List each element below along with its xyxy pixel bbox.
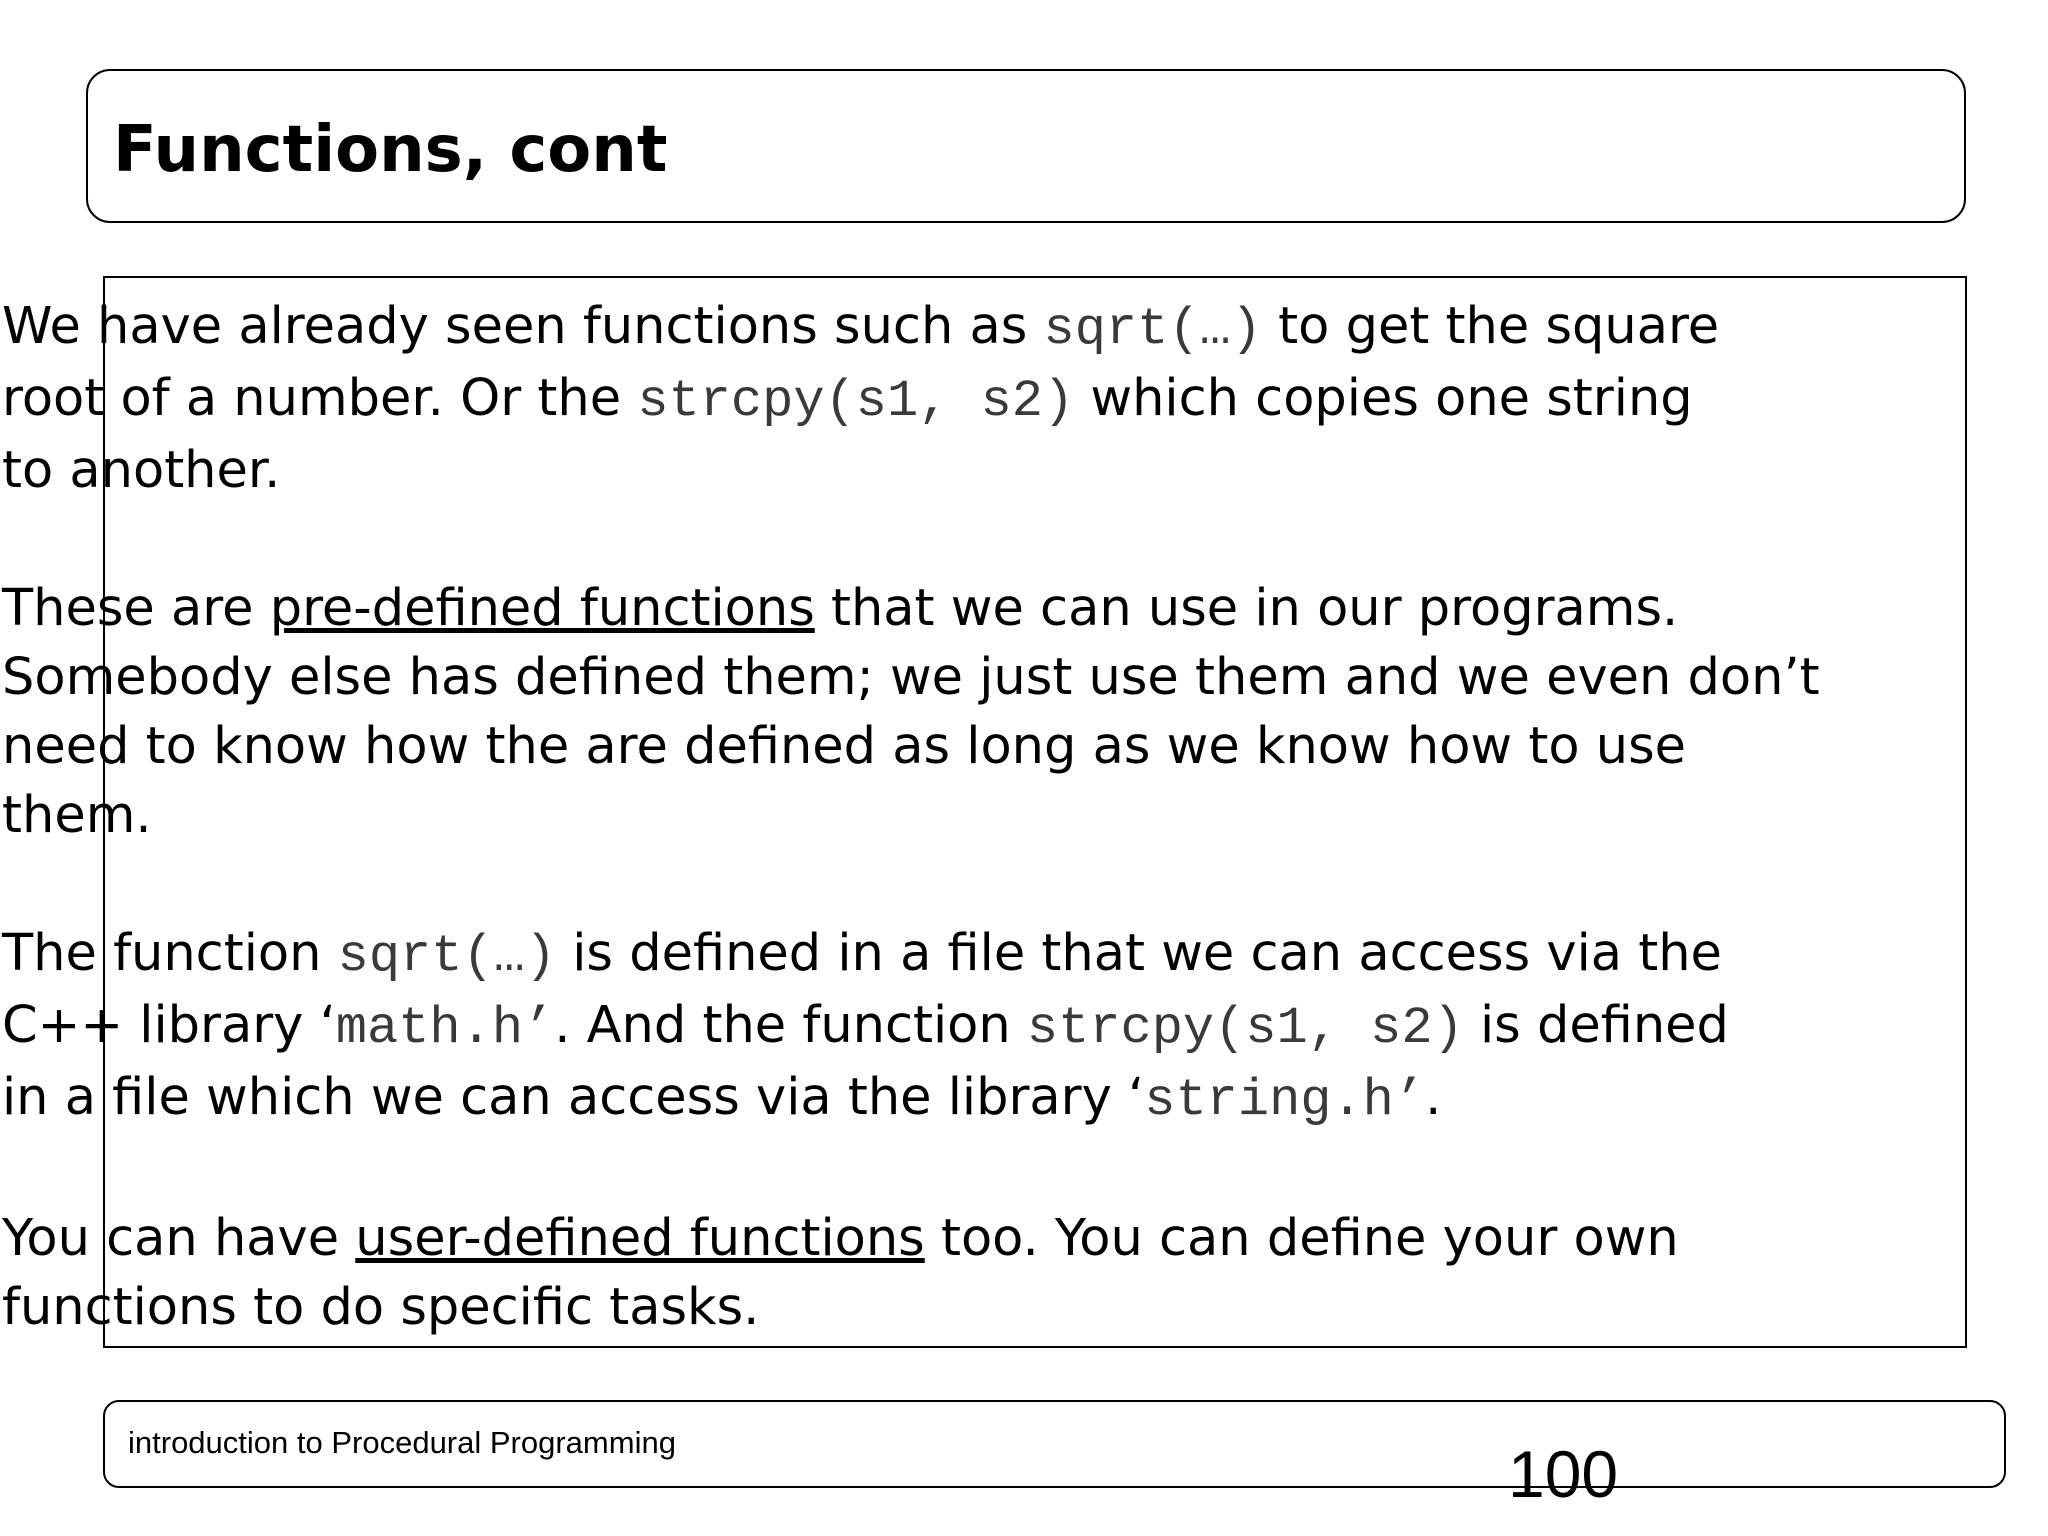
text-run: We have already seen functions such as xyxy=(2,297,1044,356)
text-run: need to know how the are defined as long as we know how to use xyxy=(2,717,1687,776)
text-run: to get the square xyxy=(1261,297,1720,356)
code-sqrt: sqrt(…) xyxy=(1043,300,1262,359)
text-line xyxy=(2,712,2002,781)
text-run: functions to do specific tasks. xyxy=(2,1278,760,1337)
text-line xyxy=(2,1063,2002,1135)
text-line xyxy=(2,1273,2002,1342)
slide-title: Functions, cont xyxy=(113,113,668,187)
term-user-defined-functions: user-defined functions xyxy=(355,1209,925,1268)
text-line xyxy=(2,292,2002,364)
code-string-h: string.h’ xyxy=(1144,1071,1426,1130)
text-run: is defined xyxy=(1463,996,1729,1055)
code-math-h: math.h’ xyxy=(335,999,555,1058)
text-line xyxy=(2,1204,2002,1273)
slide-body xyxy=(2,292,2002,1411)
term-pre-defined-functions: pre-defined functions xyxy=(269,579,815,638)
text-run: to another. xyxy=(2,441,281,500)
text-run: which copies one string xyxy=(1074,369,1693,428)
text-run: These are xyxy=(2,579,270,638)
text-line xyxy=(2,436,2002,505)
text-run: . And the function xyxy=(554,996,1027,1055)
text-run: in a file which we can access via the library ‘ xyxy=(2,1068,1145,1127)
text-run: . xyxy=(1425,1068,1442,1127)
text-run: Somebody else has defined them; we just use them and we even don’t xyxy=(2,648,1820,707)
text-run: The function xyxy=(2,924,338,983)
footer-course-title: introduction to Procedural Programming xyxy=(128,1425,676,1460)
text-run: You can have xyxy=(2,1209,356,1268)
code-strcpy: strcpy(s1, s2) xyxy=(1026,999,1464,1058)
paragraph-libraries xyxy=(2,919,2002,1135)
text-line xyxy=(2,643,2002,712)
text-run: C++ library ‘ xyxy=(2,996,336,1055)
code-sqrt: sqrt(…) xyxy=(337,927,557,986)
text-run: is defined in a file that we can access via the xyxy=(556,924,1722,983)
text-line xyxy=(2,574,2002,643)
code-strcpy: strcpy(s1, s2) xyxy=(637,372,1075,431)
text-line xyxy=(2,991,2002,1063)
text-line xyxy=(2,781,2002,850)
text-run: root of a number. Or the xyxy=(2,369,638,428)
text-run: too. You can define your own xyxy=(924,1209,1679,1268)
text-run: that we can use in our programs. xyxy=(814,579,1679,638)
paragraph-user-defined xyxy=(2,1204,2002,1342)
paragraph-sqrt-strcpy xyxy=(2,292,2002,505)
text-line xyxy=(2,919,2002,991)
text-run: them. xyxy=(2,786,152,845)
paragraph-predefined xyxy=(2,574,2002,850)
page-number: 100 xyxy=(1508,1437,1619,1511)
text-line xyxy=(2,364,2002,436)
